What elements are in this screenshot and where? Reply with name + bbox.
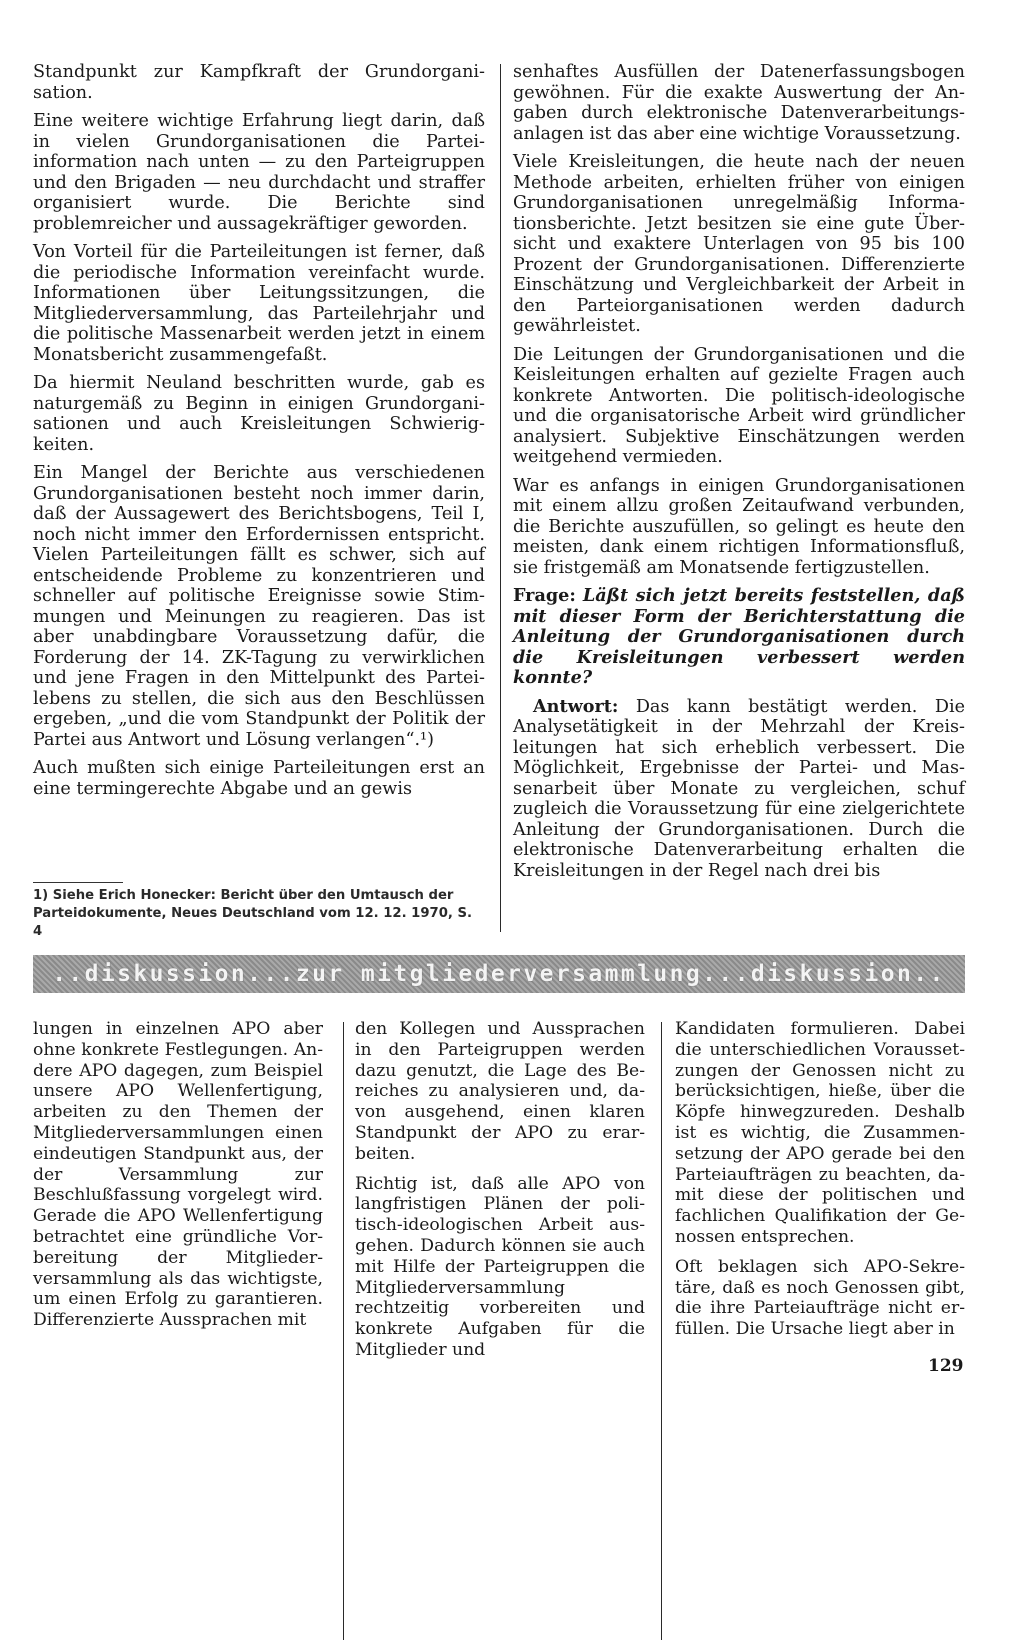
left-paragraph-5: Ein Mangel der Berichte aus verschiedenen Grundorganisationen besteht noch immer darin, daß der Aussagewert des Berichtsbogens, Teil I, noch nicht immer den Erfordernissen entspricht. Vielen Parteileitungen fällt es schwer, sich auf entscheidende Probleme zu konzentrieren und schneller auf politische Ereignisse sowie Stimmungen und Meinungen zu reagieren. Das ist aber unabdingbare Voraussetzung dafür, die Forderung der 14. ZK-Tagung zu verwirklichen und jene Fragen in den Mittelpunkt des Parteilebens zu stellen, die sich aus den Beschlüssen ergeben, „und die vom Standpunkt der Politik der Partei aus Antwort und Lösung verlangen“.¹): [33, 463, 485, 750]
left-paragraph-6: Auch mußten sich einige Parteileitungen erst an eine termingerechte Abgabe und an gewis: [33, 758, 485, 799]
right-paragraph-3: Die Leitungen der Grundorganisationen und die Keisleitungen erhalten auf gezielte Fragen auch konkrete Antworten. Die politisch-ideologische und die organisatorische Arbeit wird gründlicher analysiert. Subjektive Einschätzungen werden weitgehend vermieden.: [513, 344, 965, 467]
bottom-col2-paragraph-2: Richtig ist, daß alle APO von langfristigen Plänen der politisch-ideologischen Arbeit ausgehen. Dadurch können sie auch mit Hilfe der Parteigruppen die Mitgliederversammlung rechtzeitig vorbereiten und konkrete Aufgaben für die Mitglieder und: [355, 1173, 645, 1360]
footnote-text: 1) Siehe Erich Honecker: Bericht über den Umtausch der Parteidokumente, Neues Deutschland vom 12. 12. 1970, S. 4: [33, 888, 472, 939]
column-divider: [500, 64, 501, 932]
discussion-banner: [33, 955, 965, 993]
right-paragraph-1: senhaftes Ausfüllen der Datenerfassungsbogen gewöhnen. Für die exakte Auswertung der Angaben durch elektronische Datenverarbeitungsanlagen ist das aber eine wichtige Voraussetzung.: [513, 62, 965, 144]
left-paragraph-4: Da hiermit Neuland beschritten wurde, gab es naturgemäß zu Beginn in einigen Grundorganisationen und auch Kreisleitungen Schwierigkeiten.: [33, 373, 485, 455]
bottom-divider-1: [343, 1022, 344, 1640]
right-paragraph-2: Viele Kreisleitungen, die heute nach der neuen Methode arbeiten, erhielten früher von einigen Grundorganisationen unregelmäßig Informationsberichte. Jetzt besitzen sie eine gute Übersicht und exaktere Unterlagen von 95 bis 100 Prozent der Grundorganisationen. Differenzierte Einschätzung und Vergleichbarkeit der Arbeit in den Parteiorganisationen werden dadurch gewährleistet.: [513, 152, 965, 336]
footnote: [33, 882, 485, 941]
answer-paragraph: [513, 697, 965, 882]
bottom-col3-paragraph-1: Kandidaten formulieren. Dabei die unterschiedlichen Voraussetzungen der Genossen nicht zu berücksichtigen, hieße, über die Köpfe hinwegzureden. Deshalb ist es wichtig, die Zusammensetzung der APO gerade bei den Parteiaufträgen zu beachten, damit diese der politischen und fachlichen Qualifikation der Genossen entsprechen.: [675, 1019, 965, 1247]
question-label: Frage:: [513, 585, 576, 606]
answer-label: Antwort:: [533, 695, 619, 717]
left-paragraph-2: Eine weitere wichtige Erfahrung liegt darin, daß in vielen Grundorganisationen die Parteiinformation nach unten — zu den Parteigruppen und den Brigaden — neu durchdacht und straffer organisiert wurde. Die Berichte sind problemreicher und aussagekräftiger geworden.: [33, 111, 485, 234]
footnote-rule: [33, 882, 123, 883]
bottom-col3-paragraph-2: Oft beklagen sich APO-Sekretäre, daß es noch Genossen gibt, die ihre Parteiaufträge nicht erfüllen. Die Ursache liegt aber in: [675, 1256, 965, 1340]
bottom-column-2: [355, 1019, 645, 1361]
left-paragraph-3: Von Vorteil für die Parteileitungen ist ferner, daß die periodische Information vereinfacht wurde. Informationen über Leitungssitzungen, die Mitgliederversammlung, das Parteilehrjahr und die politische Massenarbeit werden jetzt in einem Monatsbericht zusammengefaßt.: [33, 242, 485, 365]
question-text: Läßt sich jetzt bereits feststellen, daß mit dieser Form der Berichterstattung die Anleitung der Grundorganisationen durch die Kreisleitungen verbessert werden konnte?: [513, 585, 965, 688]
right-paragraph-4: War es anfangs in einigen Grundorganisationen mit einem allzu großen Zeitaufwand verbunden, die Berichte auszufüllen, so gelingt es heute den meisten, dank einem richtigen Informationsfluß, sie fristgemäß am Monatsende fertigzustellen.: [513, 475, 965, 578]
bottom-col1-paragraph-1: lungen in einzelnen APO aber ohne konkrete Festlegungen. Andere APO dagegen, zum Beispiel unsere APO Wellenfertigung, arbeiten zu den Themen der Mitgliederversammlungen einen eindeutigen Standpunkt aus, der der Versammlung zur Beschlußfassung vorgelegt wird. Gerade die APO Wellenfertigung betrachtet eine gründliche Vorbereitung der Mitgliederversammlung als das wichtigste, um einen Erfolg zu garantieren. Differenzierte Aussprachen mit: [33, 1019, 323, 1331]
question-paragraph: [513, 586, 965, 689]
left-column: [33, 62, 485, 799]
banner-text: ..diskussion...zur mitgliederversammlung...diskussion..: [52, 961, 946, 987]
right-column: [513, 62, 965, 881]
bottom-col2-paragraph-1: den Kollegen und Aussprachen in den Parteigruppen werden dazu genutzt, die Lage des Bereiches zu analysieren und, davon ausgehend, einen klaren Standpunkt der APO zu erarbeiten.: [355, 1019, 645, 1164]
left-paragraph-1: Standpunkt zur Kampfkraft der Grundorganisation.: [33, 62, 485, 103]
bottom-column-3: [675, 1019, 965, 1340]
answer-text: Das kann bestätigt werden. Die Analysetätigkeit in der Mehrzahl der Kreisleitungen hat sich erheblich verbessert. Die Möglichkeit, Ergebnisse der Partei- und Massenarbeit über Monate zu vergleichen, schuf zugleich die Voraussetzung für eine zielgerichtete Anleitung der Grundorganisationen. Durch die elektronische Datenverarbeitung erhalten die Kreisleitungen in der Regel nach drei bis: [513, 696, 965, 881]
bottom-divider-2: [661, 1022, 662, 1640]
page-number: 129: [928, 1356, 964, 1376]
bottom-column-1: [33, 1019, 323, 1331]
